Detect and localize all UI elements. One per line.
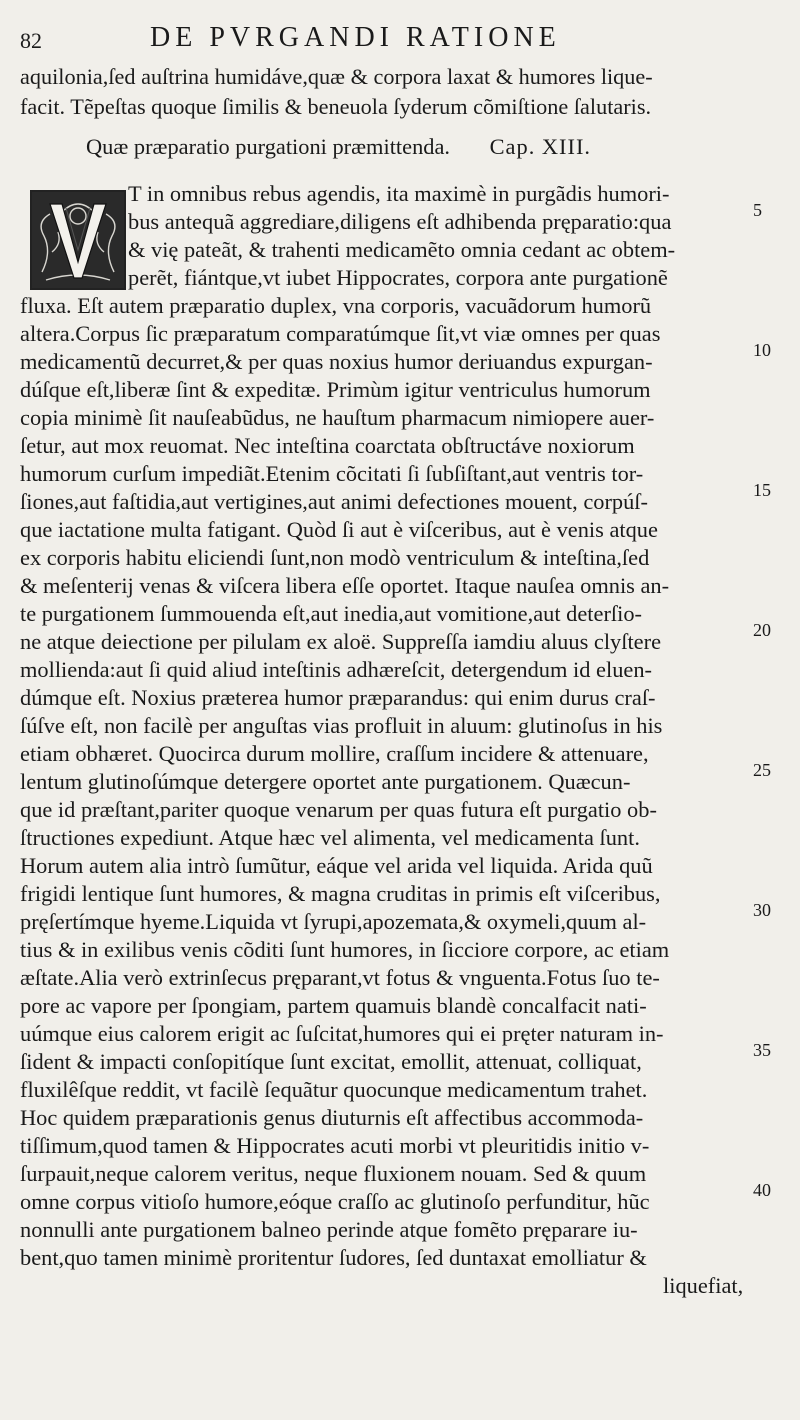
- text-line: humorum curſum impediãt.Etenim cõcitati ſi ſubſiſtant,aut ventris tor-: [20, 461, 644, 486]
- text-line: te purgationem ſummouenda eſt,aut inedia,aut vomitione,aut deterſio-: [20, 601, 642, 626]
- text-line: tius & in exilibus venis cõditi ſunt humores, in ſicciore corpore, ac etiam: [20, 937, 670, 962]
- text-line: perẽt, fiántque,vt iubet Hippocrates, corpora ante purgationẽ: [128, 265, 668, 290]
- text-line-last: liquefiat,: [663, 1273, 744, 1298]
- text-line: bent,quo tamen minimè proritentur ſudores, ſed duntaxat emolliatur &: [20, 1245, 647, 1270]
- text-line: ex corporis habitu eliciendi ſunt,non modò ventriculum & inteſtina,ſed: [20, 545, 650, 570]
- text-line: tiſſimum,quod tamen & Hippocrates acuti morbi vt pleuritidis initio v-: [20, 1133, 650, 1158]
- text-line: ſiones,aut faſtidia,aut vertigines,aut animi defectiones mouent, corpúſ-: [20, 489, 648, 514]
- text-line: & meſenterij venas & viſcera libera eſſe oportet. Itaque nauſea omnis an-: [20, 573, 670, 598]
- text-line: etiam obhæret. Quocirca durum mollire, craſſum incidere & attenuare,: [20, 741, 649, 766]
- text-line: medicamentũ decurret,& per quas noxius humor deriuandus expurgan-: [20, 349, 653, 374]
- text-line: mollienda:aut ſi quid aliud inteſtinis adhæreſcit, detergendum id eluen-: [20, 657, 652, 682]
- text-line: uúmque eius calorem erigit ac ſuſcitat,humores qui ei pręter naturam in-: [20, 1021, 664, 1046]
- line-number: 35: [753, 1040, 771, 1060]
- text-line: altera.Corpus ſic præparatum comparatúmque ſit,vt viæ omnes per quas: [20, 321, 661, 346]
- line-number: 30: [753, 900, 771, 920]
- text-line: fluxilêſque reddit, vt facilè ſequãtur quocunque medicamentum trahet.: [20, 1077, 648, 1102]
- text-line: copia minimè ſit nauſeabũdus, ne hauſtum pharmacum nimiopere auer-: [20, 405, 655, 430]
- text-line: ſúſve eſt, non facilè per anguſtas vias profluit in aluum: glutinoſus in his: [20, 713, 663, 738]
- text-line: dúmque eſt. Noxius præterea humor præparandus: qui enim durus craſ-: [20, 685, 656, 710]
- line-number: 10: [753, 340, 771, 360]
- chapter-label: Cap. XIII.: [489, 134, 592, 159]
- ornament-initial-icon: [32, 192, 124, 288]
- text-line: nonnulli ante purgationem balneo perinde atque fomẽto pręparare iu-: [20, 1217, 638, 1242]
- text-line: bus antequã aggrediare,diligens eſt adhibenda pręparatio:qua: [128, 209, 672, 234]
- chapter-heading: [86, 134, 591, 160]
- text-line: dúſque eſt,liberæ ſint & expeditæ. Primùm igitur ventriculus humorum: [20, 377, 651, 402]
- text-line: pore ac vapore per ſpongiam, partem quamuis blandè concalfacit nati-: [20, 993, 647, 1018]
- text-line: que iactatione multa fatigant. Quòd ſi aut è viſceribus, aut è venis atque: [20, 517, 658, 542]
- running-head: DE PVRGANDI RATIONE: [150, 22, 561, 53]
- text-line: Hoc quidem præparationis genus diuturnis eſt affectibus accommoda-: [20, 1105, 644, 1130]
- line-number: 15: [753, 480, 771, 500]
- text-line: omne corpus vitioſo humore,eóque craſſo ac glutinoſo perfunditur, hũc: [20, 1189, 650, 1214]
- intro-line: aquilonia,ſed auſtrina humidáve,quæ & corpora laxat & humores lique-: [20, 64, 653, 89]
- page-number: 82: [20, 28, 42, 53]
- text-line: æſtate.Alia verò extrinſecus pręparant,vt fotus & vnguenta.Fotus ſuo te-: [20, 965, 660, 990]
- text-line: fluxa. Eſt autem præparatio duplex, vna corporis, vacuãdorum humorũ: [20, 293, 652, 318]
- text-line: ſtructiones expediunt. Atque hæc vel alimenta, vel medicamenta ſunt.: [20, 825, 640, 850]
- text-line: que id præſtant,pariter quoque venarum per quas futura eſt purgatio ob-: [20, 797, 657, 822]
- text-line: lentum glutinoſúmque detergere oportet ante purgationem. Quæcun-: [20, 769, 631, 794]
- chapter-title: Quæ præparatio purgationi præmittenda.: [86, 134, 451, 159]
- line-number: 25: [753, 760, 771, 780]
- text-line: Horum autem alia intrò ſumũtur, eáque vel arida vel liquida. Arida quũ: [20, 853, 653, 878]
- text-line: ne atque deiectione per pilulam ex aloë. Suppreſſa iamdiu aluus clyſtere: [20, 629, 662, 654]
- text-line: ſetur, aut mox reuomat. Nec inteſtina coarctata obſtructáve noxiorum: [20, 433, 635, 458]
- intro-line: facit. Tẽpeſtas quoque ſimilis & beneuola ſyderum cõmiſtione ſalutaris.: [20, 94, 652, 119]
- text-line: T in omnibus rebus agendis, ita maximè in purgãdis humori-: [128, 181, 670, 206]
- line-number: 40: [753, 1180, 771, 1200]
- text-line: pręſertímque hyeme.Liquida vt ſyrupi,apozemata,& oxymeli,quum al-: [20, 909, 647, 934]
- page-header: [0, 22, 800, 54]
- text-line: ſident & impacti conſopitíque ſunt excitat, emollit, attenuat, colliquat,: [20, 1049, 642, 1074]
- line-number: 20: [753, 620, 771, 640]
- text-line: ſurpauit,neque calorem veritus, neque fluxionem nouam. Sed & quum: [20, 1161, 647, 1186]
- line-number: 5: [753, 200, 762, 220]
- text-line: frigidi lentique ſunt humores, & magna cruditas in primis eſt viſceribus,: [20, 881, 661, 906]
- decorated-initial-v: [30, 190, 126, 290]
- text-line: & vię pateãt, & trahenti medicamẽto omnia cedant ac obtem-: [128, 237, 676, 262]
